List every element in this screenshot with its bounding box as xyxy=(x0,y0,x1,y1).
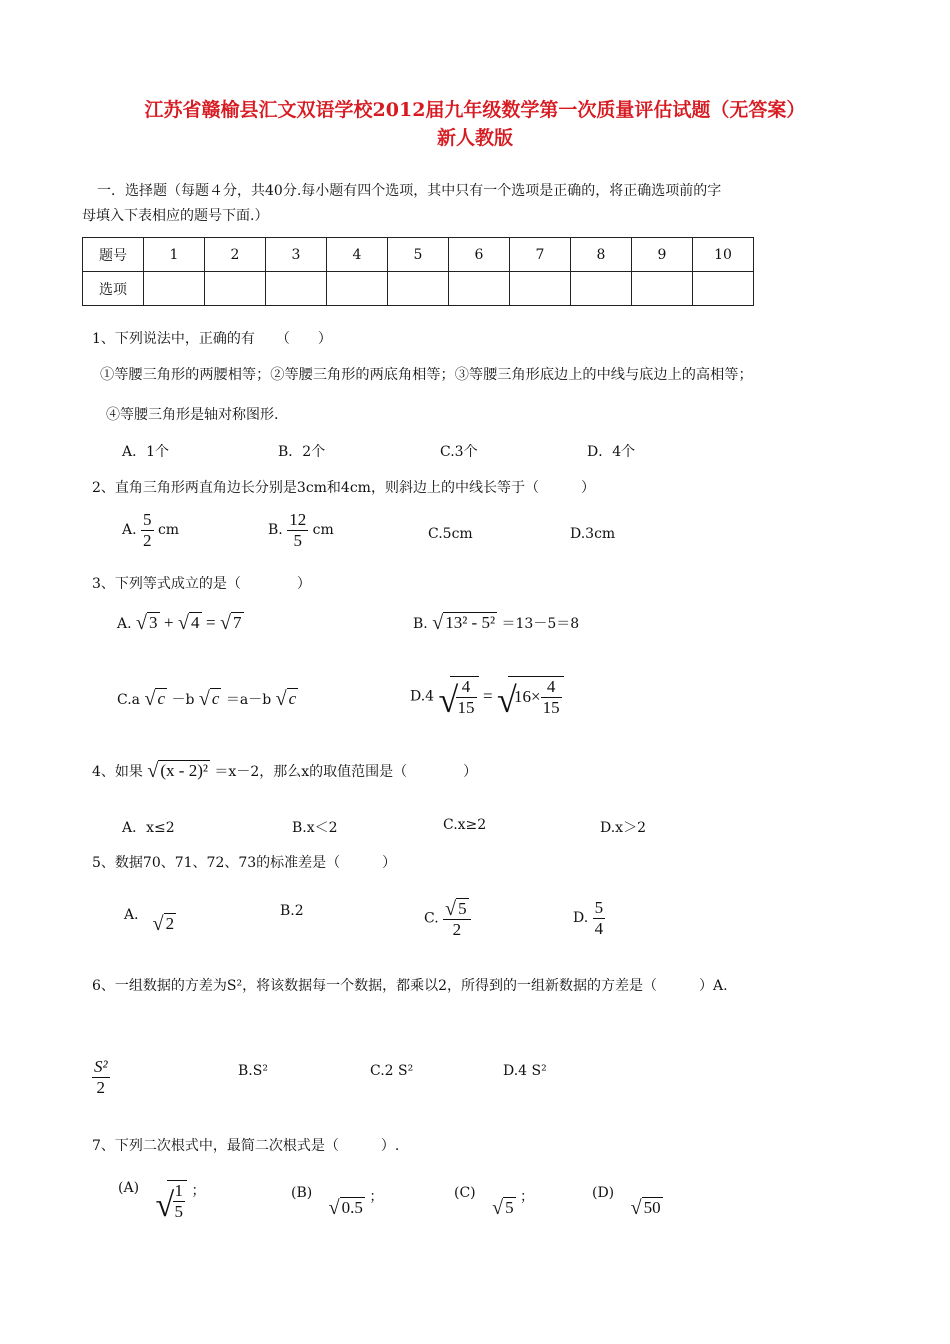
operator: = xyxy=(483,686,493,706)
q2-option-b-fraction xyxy=(287,510,308,550)
q3-option-b xyxy=(413,612,579,633)
q3-option-a-label: A. xyxy=(117,616,132,632)
q3-option-c-label: C.a xyxy=(117,692,141,708)
radicand: 5 xyxy=(458,899,467,918)
table-cell-number: 3 xyxy=(266,238,327,272)
sqrt-symbol: √ xyxy=(198,688,210,710)
table-label-option: 选项 xyxy=(83,272,144,306)
q3-option-d xyxy=(410,676,564,721)
page-title: 江苏省赣榆县汇文双语学校2012届九年级数学第一次质量评估试题（无答案） xyxy=(144,99,806,121)
radical xyxy=(497,676,564,721)
answer-table-header-row xyxy=(83,238,754,272)
q7-option-d xyxy=(592,1185,663,1219)
sqrt-symbol: √ xyxy=(136,612,147,634)
q5-option-a-label: A． xyxy=(124,907,149,923)
denominator: 5 xyxy=(174,1201,183,1221)
answer-cell[interactable] xyxy=(205,272,266,306)
fraction xyxy=(593,898,606,938)
radicand: c xyxy=(157,689,166,708)
numerator xyxy=(443,898,471,919)
q5-stem: 5、数据70、71、72、73的标准差是（ ） xyxy=(92,855,397,871)
q1-option-b: B．2个 xyxy=(278,444,326,460)
table-cell-number: 2 xyxy=(205,238,266,272)
sqrt-symbol: √ xyxy=(275,688,287,710)
q2-stem: 2、直角三角形两直角边长分别是3cm和4cm，则斜边上的中线长等于（ ） xyxy=(92,480,595,496)
q3-stem: 3、下列等式成立的是（ ） xyxy=(92,576,311,592)
radicand: 0.5 xyxy=(341,1198,363,1217)
radical xyxy=(136,612,160,633)
table-cell-number: 9 xyxy=(632,238,693,272)
radicand: c xyxy=(288,689,297,708)
q2-option-a xyxy=(122,510,179,550)
radicand: 13² - 5² xyxy=(445,613,496,632)
answer-cell[interactable] xyxy=(144,272,205,306)
fraction xyxy=(173,1181,186,1221)
q3-option-a xyxy=(117,612,244,633)
section-intro-line1: 一．选择题（每题４分，共40分.每小题有四个选项，其中只有一个选项是正确的，将正确选项前的字 xyxy=(97,183,722,199)
radical xyxy=(147,760,210,781)
q1-stem: 1、下列说法中，正确的有 （ ） xyxy=(92,331,332,347)
q2-option-a-fraction xyxy=(141,510,154,550)
denominator: 15 xyxy=(457,697,475,717)
q6-stem: 6、一组数据的方差为S²，将该数据每一个数据，都乘以2，所得到的一组新数据的方差是（ ）A. xyxy=(92,978,728,994)
operator: = xyxy=(205,613,216,632)
q2-option-b xyxy=(268,510,334,550)
radical xyxy=(199,688,222,709)
unit: cm xyxy=(312,522,334,539)
answer-table xyxy=(82,237,754,306)
numerator: 4 xyxy=(461,677,471,696)
separator: ； xyxy=(191,1183,206,1199)
table-cell-number: 7 xyxy=(510,238,571,272)
q7-option-b xyxy=(291,1185,384,1219)
unit: cm xyxy=(157,522,180,539)
radical xyxy=(631,1197,663,1218)
radicand: 50 xyxy=(643,1198,661,1217)
q5-option-d xyxy=(573,898,605,938)
q7-option-b-label: (B) xyxy=(291,1185,313,1201)
q4-option-b: B.x＜2 xyxy=(292,820,338,836)
q1-option-c: C.3个 xyxy=(440,444,478,460)
table-label-question: 题号 xyxy=(83,238,144,272)
numerator: S² xyxy=(94,1057,108,1076)
section-intro-line2: 母填入下表相应的题号下面.） xyxy=(82,208,269,224)
numerator: 1 xyxy=(174,1181,183,1200)
numerator: 5 xyxy=(143,510,152,529)
q6-option-a xyxy=(92,1057,110,1097)
q2-option-c: C.5cm xyxy=(428,526,473,542)
numerator: 4 xyxy=(546,677,556,696)
table-cell-number: 10 xyxy=(693,238,754,272)
q4-stem-prefix: 4、如果 xyxy=(92,764,143,780)
answer-cell[interactable] xyxy=(693,272,754,306)
q3-option-c xyxy=(117,688,298,709)
factor: 16× xyxy=(514,687,541,707)
radical xyxy=(492,1197,516,1218)
sqrt-symbol: √ xyxy=(497,680,517,721)
fraction xyxy=(443,898,471,939)
q6-option-d: D.4 S² xyxy=(503,1063,547,1079)
q4-stem-suffix: ＝x－2，那么x的取值范围是（ ） xyxy=(214,764,478,780)
q7-option-c-label: (C) xyxy=(454,1185,476,1201)
q7-option-c xyxy=(454,1185,535,1219)
answer-cell[interactable] xyxy=(388,272,449,306)
denominator: 2 xyxy=(443,919,471,940)
fraction xyxy=(541,677,562,717)
q5-option-c xyxy=(424,898,471,939)
q4-option-a: A．x≤2 xyxy=(122,820,175,836)
sqrt-symbol: √ xyxy=(630,1197,642,1219)
q5-option-d-label: D. xyxy=(573,910,589,927)
q1-option-a: A．1个 xyxy=(122,444,170,460)
answer-cell[interactable] xyxy=(571,272,632,306)
radicand: c xyxy=(211,689,220,708)
operator: －b xyxy=(171,692,195,708)
radical xyxy=(438,676,479,721)
q3-option-b-label: B. xyxy=(413,616,428,632)
q1-option-d: D．4个 xyxy=(587,444,636,460)
radicand: 2 xyxy=(165,914,175,933)
radicand: 3 xyxy=(149,613,158,632)
table-cell-number: 5 xyxy=(388,238,449,272)
radical xyxy=(432,612,497,633)
table-cell-number: 4 xyxy=(327,238,388,272)
denominator: 5 xyxy=(287,530,308,551)
radical xyxy=(178,612,202,633)
table-cell-number: 8 xyxy=(571,238,632,272)
sqrt-symbol: √ xyxy=(155,1187,175,1225)
table-cell-number: 6 xyxy=(449,238,510,272)
q1-statement-line2: ④等腰三角形是轴对称图形. xyxy=(106,407,279,423)
sqrt-symbol: √ xyxy=(438,680,459,721)
q6-option-b: B.S² xyxy=(238,1063,268,1079)
sqrt-symbol: √ xyxy=(220,612,231,634)
answer-cell[interactable] xyxy=(510,272,571,306)
radicand: 7 xyxy=(233,613,242,632)
sqrt-symbol: √ xyxy=(432,612,444,634)
q4-option-d: D.x＞2 xyxy=(600,820,646,836)
operator: ＝a－b xyxy=(225,692,272,708)
q3-option-d-label: D.4 xyxy=(410,688,435,705)
q5-option-b: B.2 xyxy=(280,903,304,919)
q6-option-c: C.2 S² xyxy=(370,1063,414,1079)
radical xyxy=(220,612,244,633)
radicand: 5 xyxy=(505,1198,514,1217)
page-subtitle: 新人教版 xyxy=(436,127,513,149)
sqrt-symbol: √ xyxy=(328,1197,340,1219)
radical xyxy=(276,688,299,709)
numerator: 12 xyxy=(289,510,307,529)
radicand: (x - 2)² xyxy=(160,761,208,780)
q4-option-c: C.x≥2 xyxy=(443,817,487,833)
numerator: 5 xyxy=(594,898,604,917)
answer-cell[interactable] xyxy=(266,272,327,306)
q7-stem: 7、下列二次根式中，最简二次根式是（ ）. xyxy=(92,1138,400,1154)
sqrt-symbol: √ xyxy=(445,897,457,920)
radical xyxy=(445,898,469,919)
sqrt-symbol: √ xyxy=(152,913,164,935)
separator: ； xyxy=(369,1189,384,1205)
fraction xyxy=(92,1057,110,1097)
q2-option-a-label: A. xyxy=(122,522,137,539)
sqrt-symbol: √ xyxy=(147,760,159,782)
denominator: 2 xyxy=(92,1077,110,1098)
fraction xyxy=(456,677,477,717)
radical xyxy=(153,913,177,934)
sqrt-symbol: √ xyxy=(144,688,156,710)
sqrt-symbol: √ xyxy=(492,1197,504,1219)
denominator: 4 xyxy=(594,918,604,938)
answer-table-option-row xyxy=(83,272,754,306)
answer-cell[interactable] xyxy=(632,272,693,306)
q2-option-d: D.3cm xyxy=(570,526,616,542)
q7-option-a-label: (A) xyxy=(118,1180,140,1196)
q7-option-a xyxy=(118,1180,206,1225)
radical xyxy=(329,1197,365,1218)
denominator: 15 xyxy=(542,697,560,717)
q2-option-b-label: B. xyxy=(268,522,283,539)
q5-option-c-label: C. xyxy=(424,910,439,927)
operator: + xyxy=(163,613,174,632)
sqrt-symbol: √ xyxy=(178,612,189,634)
table-cell-number: 1 xyxy=(144,238,205,272)
q1-statement-line1: ①等腰三角形的两腰相等；②等腰三角形的两底角相等；③等腰三角形底边上的中线与底边上的高相等； xyxy=(100,367,753,383)
q3-option-b-result: ＝13－5＝8 xyxy=(501,616,580,632)
separator: ； xyxy=(520,1189,535,1205)
q5-option-a xyxy=(124,903,176,935)
denominator: 2 xyxy=(143,530,152,550)
answer-cell[interactable] xyxy=(327,272,388,306)
radicand: 4 xyxy=(191,613,200,632)
q7-option-d-label: (D) xyxy=(592,1185,615,1201)
radical xyxy=(155,1180,188,1225)
radical xyxy=(144,688,167,709)
q4-stem xyxy=(92,760,477,781)
answer-cell[interactable] xyxy=(449,272,510,306)
